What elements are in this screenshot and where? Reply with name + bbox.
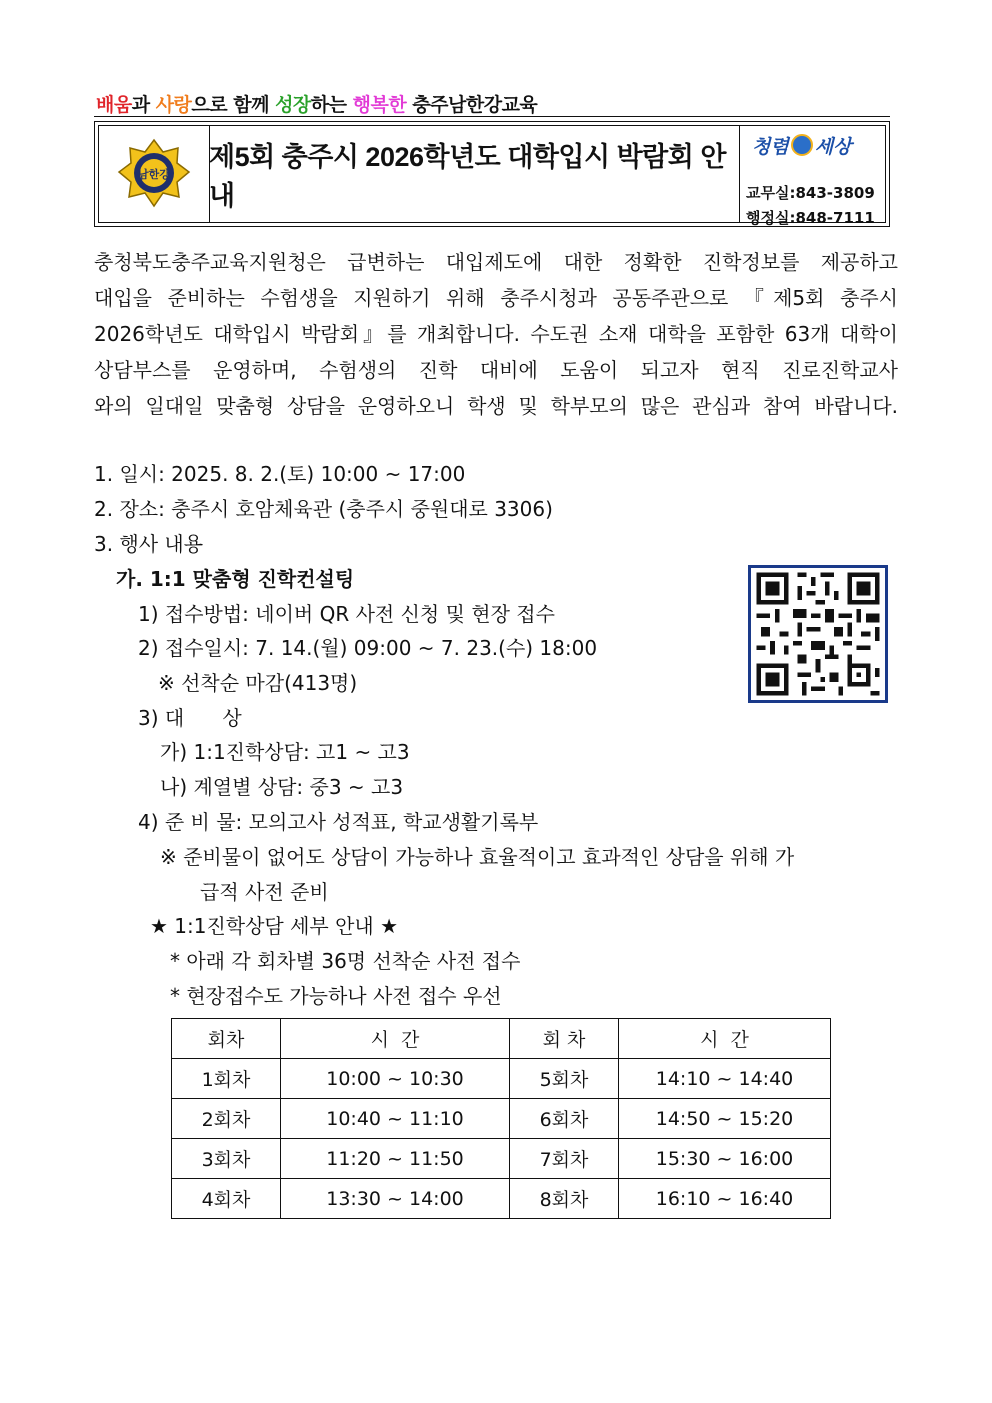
table-row <box>172 1179 831 1219</box>
detail-title: ★ 1:1진학상담 세부 안내 ★ <box>150 914 399 938</box>
apply-method: 1) 접수방법: 네이버 QR 사전 신청 및 현장 접수 <box>138 602 555 626</box>
table-cell: 4회차 <box>172 1179 281 1219</box>
table-cell: 2회차 <box>172 1099 281 1139</box>
slogan-word: 으로 함께 <box>191 94 276 116</box>
title-cell <box>209 126 740 222</box>
slogan-divider <box>94 116 890 117</box>
table-cell: 14:10 ~ 14:40 <box>619 1059 831 1099</box>
slogan-word: 과 <box>131 94 156 116</box>
table-cell: 6회차 <box>510 1099 619 1139</box>
schedule-table <box>171 1018 831 1219</box>
globe-icon <box>791 134 813 156</box>
prepare-note-cont: 급적 사전 준비 <box>200 880 329 904</box>
table-cell: 10:40 ~ 11:10 <box>281 1099 510 1139</box>
item-content: 3. 행사 내용 <box>94 532 204 556</box>
table-cell: 16:10 ~ 16:40 <box>619 1179 831 1219</box>
target-label: 3) 대 상 <box>138 706 242 730</box>
intro-line: 대입을 준비하는 수험생을 지원하기 위해 충주시청과 공동주관으로 『제5회 충주시 <box>94 286 898 310</box>
target-a: 가) 1:1진학상담: 고1 ~ 고3 <box>160 740 410 764</box>
table-cell: 5회차 <box>510 1059 619 1099</box>
intro-line: 와의 일대일 맞춤형 상담을 운영하오니 학생 및 학부모의 많은 관심과 참여 바랍니다. <box>94 394 898 418</box>
target-b: 나) 계열별 상담: 중3 ~ 고3 <box>160 775 404 799</box>
intro-line: 상담부스를 운영하며, 수험생의 진학 대비에 도움이 되고자 현직 진로진학교사 <box>94 358 898 382</box>
document-header <box>94 121 890 227</box>
intro-paragraph <box>94 244 898 424</box>
slogan-word: 사랑 <box>155 94 192 116</box>
table-header-row <box>172 1019 831 1059</box>
apply-date: 2) 접수일시: 7. 14.(월) 09:00 ~ 7. 23.(수) 18:00 <box>138 636 598 660</box>
table-cell: 14:50 ~ 15:20 <box>619 1099 831 1139</box>
table-cell: 15:30 ~ 16:00 <box>619 1139 831 1179</box>
integrity-logo-left: 청렴 <box>752 136 789 158</box>
slogan-word: 배움 <box>96 94 132 116</box>
item-place: 2. 장소: 충주시 호암체육관 (충주시 중원대로 3306) <box>94 497 553 521</box>
table-header: 시 간 <box>281 1019 510 1059</box>
svg-text:남한강: 남한강 <box>138 168 170 181</box>
integrity-logo <box>752 132 851 159</box>
prepare-items: 4) 준 비 물: 모의고사 성적표, 학교생활기록부 <box>138 810 539 834</box>
intro-line: 2026학년도 대학입시 박람회』를 개최합니다. 수도권 소재 대학을 포함한 63개 대학이 <box>94 322 898 346</box>
table-cell: 8회차 <box>510 1179 619 1219</box>
table-header: 회차 <box>172 1019 281 1059</box>
table-cell: 11:20 ~ 11:50 <box>281 1139 510 1179</box>
phone-academic: 교무실:843-3809 <box>746 184 875 202</box>
table-header: 시 간 <box>619 1019 831 1059</box>
slogan-word: 행복한 <box>352 94 407 116</box>
qr-code-icon <box>751 568 885 700</box>
intro-line: 충청북도충주교육지원청은 급변하는 대입제도에 대한 정확한 진학정보를 제공하고 <box>94 250 898 274</box>
table-header: 회 차 <box>510 1019 619 1059</box>
slogan <box>96 90 537 117</box>
table-cell: 7회차 <box>510 1139 619 1179</box>
section-consulting: 가. 1:1 맞춤형 진학컨설팅 <box>116 567 355 591</box>
prepare-note: ※ 준비물이 없어도 상담이 가능하나 효율적이고 효과적인 상담을 위해 가 <box>160 845 795 869</box>
page-title: 제5회 충주시 2026학년도 대학입시 박람회 안내 <box>209 142 726 211</box>
slogan-word: 성장 <box>275 94 311 116</box>
phone-admin: 행정실:848-7111 <box>746 209 875 227</box>
apply-note: ※ 선착순 마감(413명) <box>158 671 358 695</box>
office-emblem-icon <box>99 126 209 224</box>
integrity-logo-right: 세상 <box>814 136 852 158</box>
table-cell: 1회차 <box>172 1059 281 1099</box>
item-date: 1. 일시: 2025. 8. 2.(토) 10:00 ~ 17:00 <box>94 462 466 486</box>
logo-cell <box>99 126 210 222</box>
detail-note: * 현장접수도 가능하나 사전 접수 우선 <box>170 984 502 1008</box>
table-cell: 3회차 <box>172 1139 281 1179</box>
table-row <box>172 1059 831 1099</box>
contact-cell <box>740 126 885 227</box>
table-cell: 13:30 ~ 14:00 <box>281 1179 510 1219</box>
slogan-word: 하는 <box>310 94 353 116</box>
detail-note: * 아래 각 회차별 36명 선착순 사전 접수 <box>170 949 521 973</box>
slogan-word: 충주남한강교육 <box>406 94 538 116</box>
table-row <box>172 1139 831 1179</box>
table-cell: 10:00 ~ 10:30 <box>281 1059 510 1099</box>
qr-code[interactable] <box>748 565 888 703</box>
table-row <box>172 1099 831 1139</box>
